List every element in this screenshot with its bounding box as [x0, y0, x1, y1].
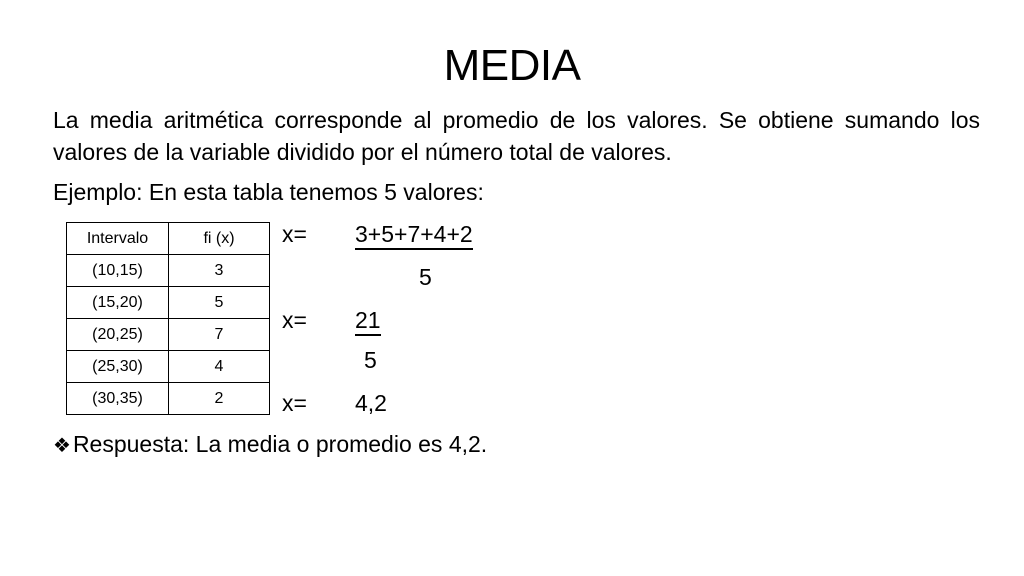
equation-label-2: x= — [282, 307, 307, 333]
table-row — [67, 255, 270, 287]
equation-numerator-2 — [355, 305, 381, 335]
equation-denominator-1: 5 — [419, 264, 432, 290]
table-cell-frequency: 4 — [169, 351, 270, 383]
table-cell-interval: (20,25) — [67, 319, 169, 351]
table-cell-frequency: 2 — [169, 383, 270, 415]
table-row — [67, 319, 270, 351]
mean-result: 4,2 — [355, 390, 387, 416]
frequency-table — [66, 222, 270, 415]
table-cell-interval: (10,15) — [67, 255, 169, 287]
definition-paragraph: La media aritmética corresponde al promedio de los valores. Se obtiene sumando los valores de la variable dividido por el número total de valores. — [53, 107, 980, 165]
table-row — [67, 383, 270, 415]
table-cell-interval: (15,20) — [67, 287, 169, 319]
answer-line — [53, 428, 487, 462]
sum-result: 21 — [355, 307, 381, 336]
answer-text: Respuesta: La media o promedio es 4,2. — [72, 431, 488, 457]
column-header-interval: Intervalo — [67, 223, 169, 255]
table-row — [67, 351, 270, 383]
table-cell-interval: (30,35) — [67, 383, 169, 415]
column-header-frequency: fi (x) — [169, 223, 270, 255]
equation-denominator-2: 5 — [364, 347, 377, 373]
slide-title: MEDIA — [443, 41, 581, 90]
table-cell-interval: (25,30) — [67, 351, 169, 383]
table-cell-frequency: 3 — [169, 255, 270, 287]
example-intro: Ejemplo: En esta tabla tenemos 5 valores: — [53, 179, 484, 205]
diamond-bullet-icon: ❖ — [53, 435, 71, 457]
table-cell-frequency: 5 — [169, 287, 270, 319]
equation-numerator-1 — [355, 219, 473, 249]
table-cell-frequency: 7 — [169, 319, 270, 351]
sum-expression: 3+5+7+4+2 — [355, 221, 473, 250]
table-row — [67, 287, 270, 319]
equation-label-1: x= — [282, 221, 307, 247]
equation-label-3: x= — [282, 390, 307, 416]
table-header-row — [67, 223, 270, 255]
